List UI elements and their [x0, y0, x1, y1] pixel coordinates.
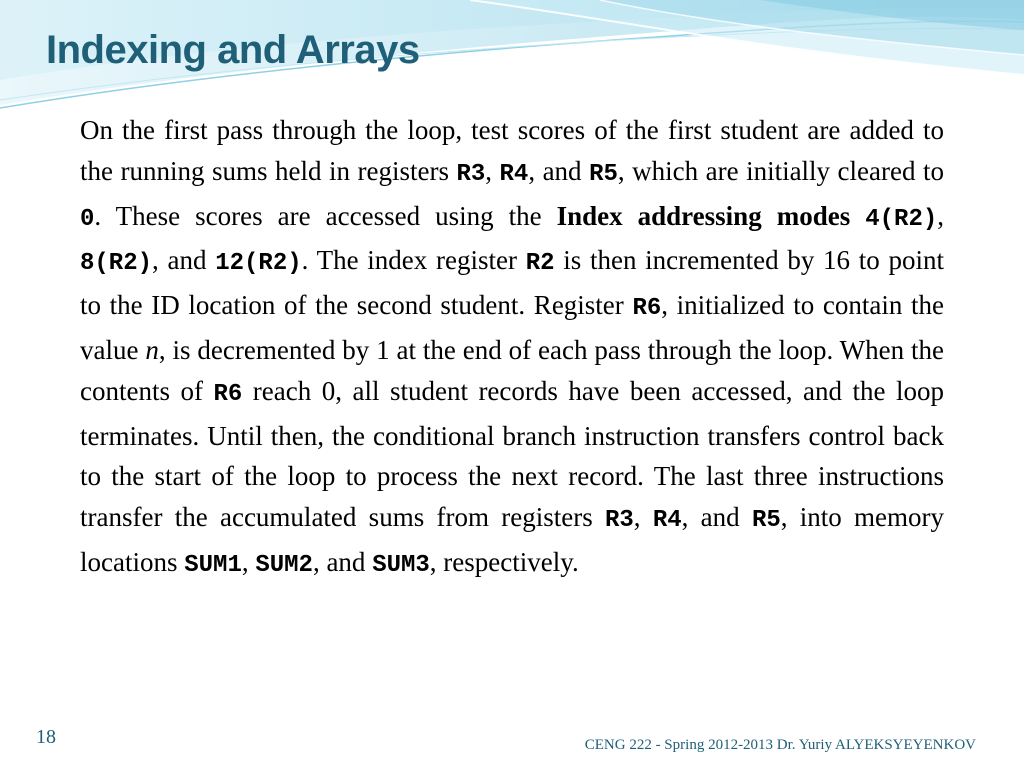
text-segment: , and	[312, 546, 373, 577]
register-r5: R5	[751, 507, 781, 535]
text-segment: ,	[241, 546, 256, 577]
memory-sum3: SUM3	[372, 551, 430, 579]
register-r6: R6	[632, 295, 662, 323]
text-segment: , initialized to contain the value	[80, 290, 944, 365]
body-paragraph	[80, 110, 944, 587]
text-segment: reach 0, all student records have been accessed, and the loop terminates. Until then, the conditional branch instruction transfers control back to the start of the loop to process the next record. The last three instructions transfer the accumulated sums from registers	[80, 375, 944, 533]
text-segment: , and	[152, 245, 216, 276]
mode-8-r2: 8(R2)	[80, 250, 153, 278]
mode-12-r2: 12(R2)	[215, 250, 302, 278]
text-segment: , is decremented by 1 at the end of each pass through the loop. When the contents of	[80, 334, 944, 406]
register-r3: R3	[604, 507, 634, 535]
register-r4: R4	[652, 507, 682, 535]
text-segment: , respectively.	[429, 546, 579, 577]
register-r4: R4	[499, 160, 529, 188]
text-segment: , which are initially cleared to	[617, 155, 944, 186]
mode-4-r2: 4(R2)	[865, 205, 938, 233]
variable-n: n	[145, 334, 159, 365]
index-addressing-modes: Index addressing modes	[556, 200, 851, 231]
text-segment	[850, 201, 865, 231]
register-r6: R6	[213, 380, 243, 408]
text-segment: , and	[681, 502, 752, 533]
slide-title: Indexing and Arrays	[46, 28, 420, 72]
register-r5: R5	[589, 160, 618, 188]
footer-text: CENG 222 - Spring 2012-2013 Dr. Yuriy ALYEKSYEYENKOV	[584, 737, 976, 753]
text-segment: ,	[937, 200, 944, 231]
text-segment: . These scores are accessed using the	[94, 200, 557, 231]
text-segment: . The index register	[301, 245, 526, 276]
zero-value: 0	[80, 205, 95, 233]
register-r2: R2	[525, 250, 555, 278]
text-segment: ,	[485, 155, 500, 186]
memory-sum1: SUM1	[184, 551, 242, 579]
text-segment: ,	[633, 502, 653, 533]
text-segment: , and	[528, 155, 590, 186]
register-r3: R3	[456, 160, 486, 188]
page-number: 18	[36, 726, 56, 748]
text-segment: , into memory locations	[80, 502, 945, 577]
text-segment: On the first pass through the loop, test scores of the first student are added to the running sums held in registers	[80, 115, 944, 186]
text-segment: is then incremented by 16 to point to the ID location of the second student. Register	[80, 245, 945, 321]
memory-sum2: SUM2	[255, 551, 313, 579]
